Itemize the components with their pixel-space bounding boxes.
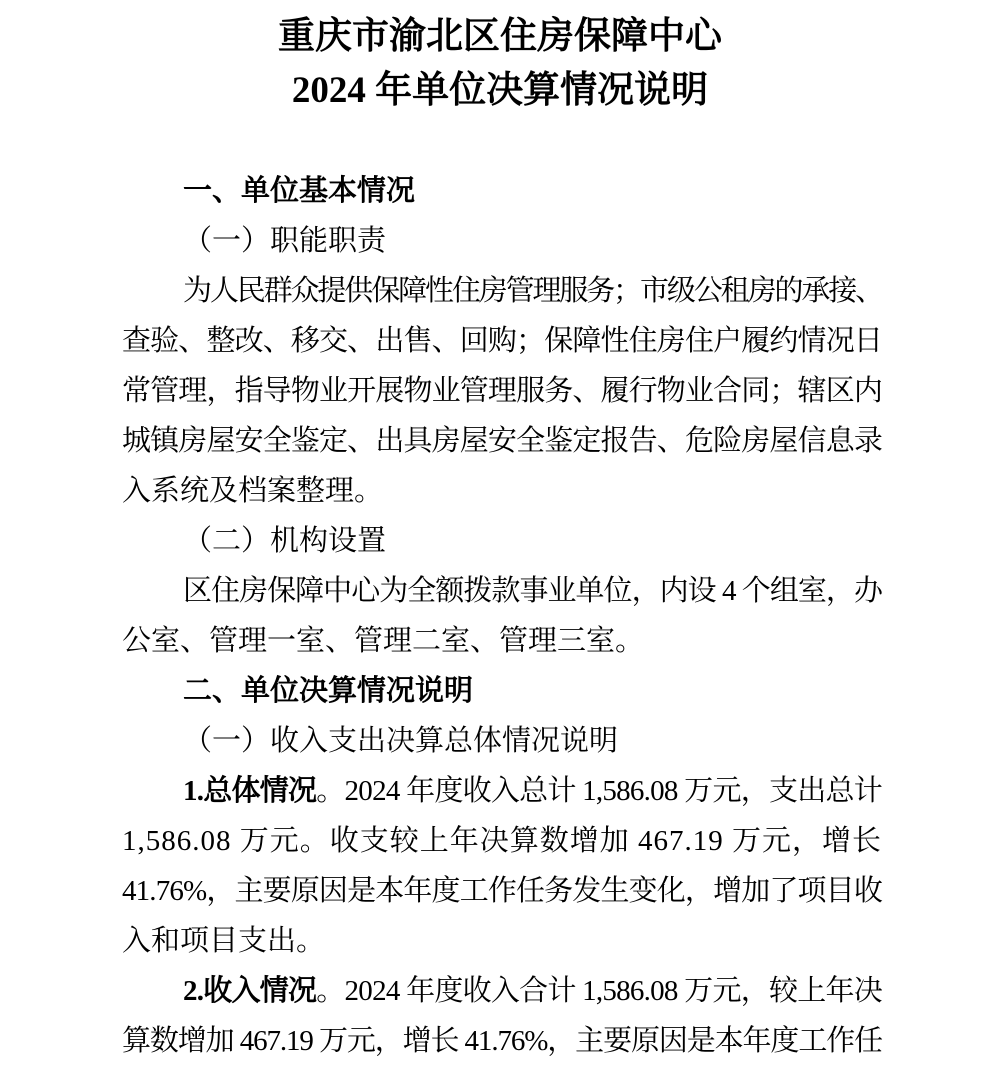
bold-run: 2.收入情况 [183,975,317,1007]
text-line: 公室、管理一室、管理二室、管理三室。 [122,625,645,657]
text-line: 41.76%，主要原因是本年度工作任务发生变化，增加了项目收 [122,875,882,907]
title-line-2: 2024 年单位决算情况说明 [291,70,709,111]
text-line [122,766,882,816]
text-run: 。2024 年度收入合计 1,586.08 万元，较上年决 [316,975,882,1007]
bold-run: 1.总体情况 [183,775,317,807]
text-line: 1,586.08 万元。收支较上年决算数增加 467.19 万元，增长 [122,825,882,857]
text-line: （一）职能职责 [183,225,387,257]
text-line: 常管理，指导物业开展物业管理服务、履行物业合同；辖区内 [122,375,882,407]
document-body [122,166,882,1066]
text-line: 算数增加 467.19 万元，增长 41.76%，主要原因是本年度工作任 [122,1025,882,1057]
text-line: 城镇房屋安全鉴定、出具房屋安全鉴定报告、危险房屋信息录 [122,425,882,457]
text-line: （二）机构设置 [183,525,387,557]
text-line: 入和项目支出。 [122,925,326,957]
text-line: 查验、整改、移交、出售、回购；保障性住房住户履约情况日 [122,325,882,357]
text-line: 为人民群众提供保障性住房管理服务；市级公租房的承接、 [183,275,882,307]
text-line: 入系统及档案整理。 [122,475,384,507]
text-line: 一、单位基本情况 [183,175,416,207]
text-line [122,966,882,1016]
title-line-1: 重庆市渝北区住房保障中心 [278,16,722,57]
text-line: 区住房保障中心为全额拨款事业单位，内设 4 个组室，办 [183,575,882,607]
text-run: 。2024 年度收入总计 1,586.08 万元，支出总计 [316,775,882,807]
document-title [0,10,1000,118]
text-line: （一）收入支出决算总体情况说明 [183,725,619,757]
text-line: 二、单位决算情况说明 [183,675,474,707]
